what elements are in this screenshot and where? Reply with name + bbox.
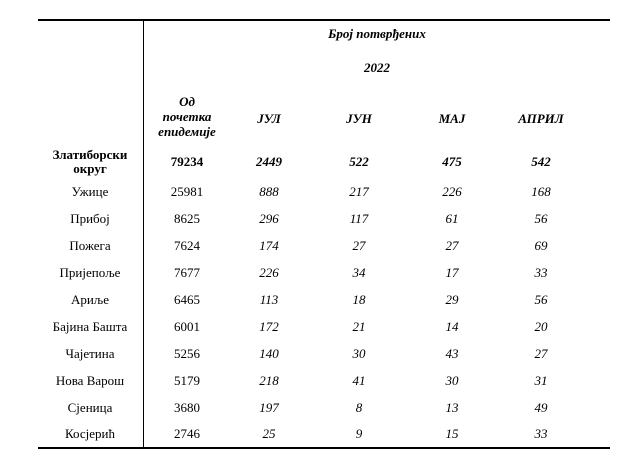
district-since-start: 79234 [170,154,204,169]
apr-value: 49 [534,400,548,415]
municipality-name: Пожега [69,238,111,253]
district-name-line-2: округ [73,161,107,176]
municipality-name: Нова Варош [55,373,125,388]
jul-value: 296 [259,211,279,226]
municipality-name: Прибој [70,211,110,226]
may-value: 14 [445,319,459,334]
jun-value: 30 [352,346,366,361]
municipality-name: Пријепоље [59,265,121,280]
jul-value: 140 [259,346,279,361]
municipality-name: Чајетина [65,346,115,361]
may-value: 29 [445,292,459,307]
municipality-name: Косјерић [65,426,115,441]
jul-value: 226 [259,265,279,280]
municipality-name: Бајина Башта [52,319,128,334]
column-separator [143,19,144,449]
municipality-name: Ариље [70,292,110,307]
jun-value: 217 [349,184,369,199]
jul-value: 218 [259,373,279,388]
apr-value: 56 [534,292,548,307]
jun-value: 27 [352,238,366,253]
since-start-value: 25981 [170,184,204,199]
may-value: 27 [445,238,459,253]
month-header-apr: АПРИЛ [518,111,564,126]
jun-value: 9 [355,426,363,441]
since-start-value: 5179 [174,373,200,388]
since-start-value: 5256 [174,346,200,361]
apr-value: 33 [534,265,548,280]
month-header-jun: ЈУН [346,111,372,126]
jul-value: 197 [259,400,279,415]
may-value: 17 [445,265,459,280]
jun-value: 18 [352,292,366,307]
jun-value: 21 [352,319,366,334]
jul-value: 888 [259,184,279,199]
jul-value: 25 [262,426,276,441]
table-bottom-rule [38,447,610,449]
apr-value: 33 [534,426,548,441]
table-top-rule [38,19,610,21]
district-name [40,148,140,176]
municipality-name: Сјеница [67,400,113,415]
district-jun: 522 [349,154,369,169]
municipality-name: Ужице [71,184,109,199]
district-name-line-1: Златиборски [52,147,128,162]
may-value: 15 [445,426,459,441]
jun-value: 34 [352,265,366,280]
jul-value: 174 [259,238,279,253]
jun-value: 41 [352,373,366,388]
may-value: 30 [445,373,459,388]
apr-value: 56 [534,211,548,226]
apr-value: 31 [534,373,548,388]
since-start-value: 7677 [174,265,200,280]
may-value: 13 [445,400,459,415]
since-start-value: 2746 [174,426,200,441]
month-header-may: МАЈ [438,111,466,126]
apr-value: 168 [531,184,551,199]
may-value: 226 [442,184,462,199]
since-start-value: 6001 [174,319,200,334]
confirmed-cases-header: Број потврђених [328,26,426,41]
apr-value: 69 [534,238,548,253]
district-may: 475 [442,154,462,169]
jun-value: 8 [355,400,363,415]
since-start-line-3: епидемије [158,124,216,139]
year-header: 2022 [364,60,390,75]
jul-value: 113 [259,292,279,307]
since-start-value: 8625 [174,211,200,226]
since-start-value: 6465 [174,292,200,307]
apr-value: 20 [534,319,548,334]
jul-value: 172 [259,319,279,334]
since-start-value: 3680 [174,400,200,415]
district-apr: 542 [531,154,551,169]
covid-cases-table [38,19,610,449]
district-jul: 2449 [256,154,282,169]
may-value: 61 [445,211,459,226]
jun-value: 117 [349,211,369,226]
may-value: 43 [445,346,459,361]
apr-value: 27 [534,346,548,361]
month-header-jul: ЈУЛ [257,111,281,126]
since-start-line-2: почетка [162,109,212,124]
since-start-line-1: Од [179,94,195,109]
since-start-header [148,94,226,139]
since-start-value: 7624 [174,238,200,253]
